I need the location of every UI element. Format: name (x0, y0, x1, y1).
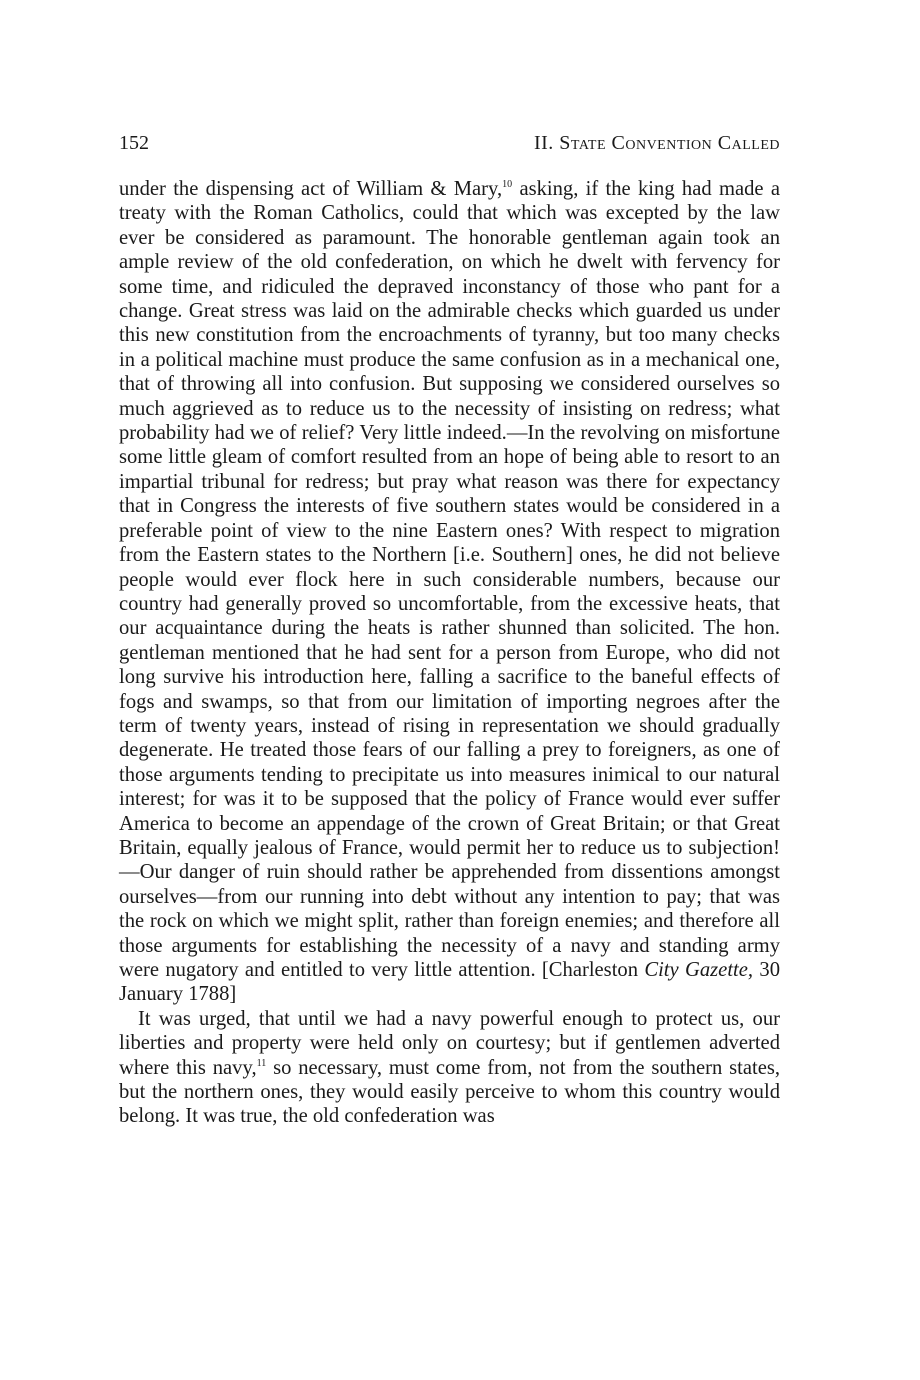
paragraph-2-text-a: It was urged, that until we had a navy powerful enough to protect us, our liberties and property were held only on courtesy; but if gentlemen adverted where this navy, (119, 1007, 780, 1079)
paragraph-2 (119, 1007, 780, 1129)
footnote-ref-10: 10 (502, 179, 513, 190)
running-head: II. State Convention Called (533, 132, 780, 154)
source-date: 30 January 1788] (119, 959, 780, 1006)
paragraph-1-text-b: asking, if the king had made a treaty with the Roman Catholics, could that which was excepted by the law ever be considered as paramount. The honorable gentleman again took an ample review of the old confederation, on which he dwelt with fervency for some time, and ridiculed the depraved inconstancy of those who pant for a change. Great stress was laid on the admirable checks which guarded us under this new constitution from the encroachments of tyranny, but too many checks in a political machine must produce the same confusion as in a mechanical one, that of throwing all into confusion. But supposing we considered ourselves so much aggrieved as to reduce us to the necessity of insisting on redress; what probability had we of relief? Very little indeed.—In the revolving on misfortune some little gleam of comfort resulted from an hope of being able to resort to an impartial tribunal for redress; but pray what reason was there for expectancy that in Congress the interests of five southern states would be considered in a preferable point of view to the nine Eastern ones? With respect to migration from the Eastern states to the Northern [i.e. Southern] ones, he did not believe people would ever flock here in such considerable numbers, because our country had generally proved so uncomfortable, from the excessive heats, that our acquaintance during the heats is rather shunned than solicited. The hon. gentleman mentioned that he had sent for a person from Europe, who did not long survive his introduction here, falling a sacrifice to the baneful effects of fogs and swamps, so that from our limitation of importing negroes after the term of twenty years, instead of rising in representation we should gradually degenerate. He treated those fears of our falling a prey to foreigners, as one of those arguments tending to precipitate us into measures inimical to our natural interest; for was it to be supposed that the policy of France would ever suffer America to become an appendage of the crown of Great Britain; or that Great Britain, equally jealous of France, would permit her to reduce us to subjection!—Our danger of ruin should rather be apprehended from dissentions amongst ourselves—from our running into debt without any intention to pay; that was the rock on which we might split, rather than foreign enemies; and therefore all those arguments for establishing the necessity of a navy and standing army were nugatory and entitled to very little attention. [Charleston (119, 178, 780, 981)
footnote-ref-11: 11 (256, 1057, 267, 1069)
paragraph-1-text-a: under the dispensing act of William & Mary, (119, 178, 503, 200)
paragraph-2-text-b: so necessary, must come from, not from the southern states, but the northern ones, they would easily perceive to whom this country would belong. It was true, the old confederation was (119, 1056, 780, 1128)
paragraph-1 (119, 177, 780, 1007)
body-text (119, 177, 780, 1129)
page-number: 152 (119, 132, 149, 154)
page-header (119, 128, 780, 158)
source-title: City Gazette, (644, 959, 754, 981)
